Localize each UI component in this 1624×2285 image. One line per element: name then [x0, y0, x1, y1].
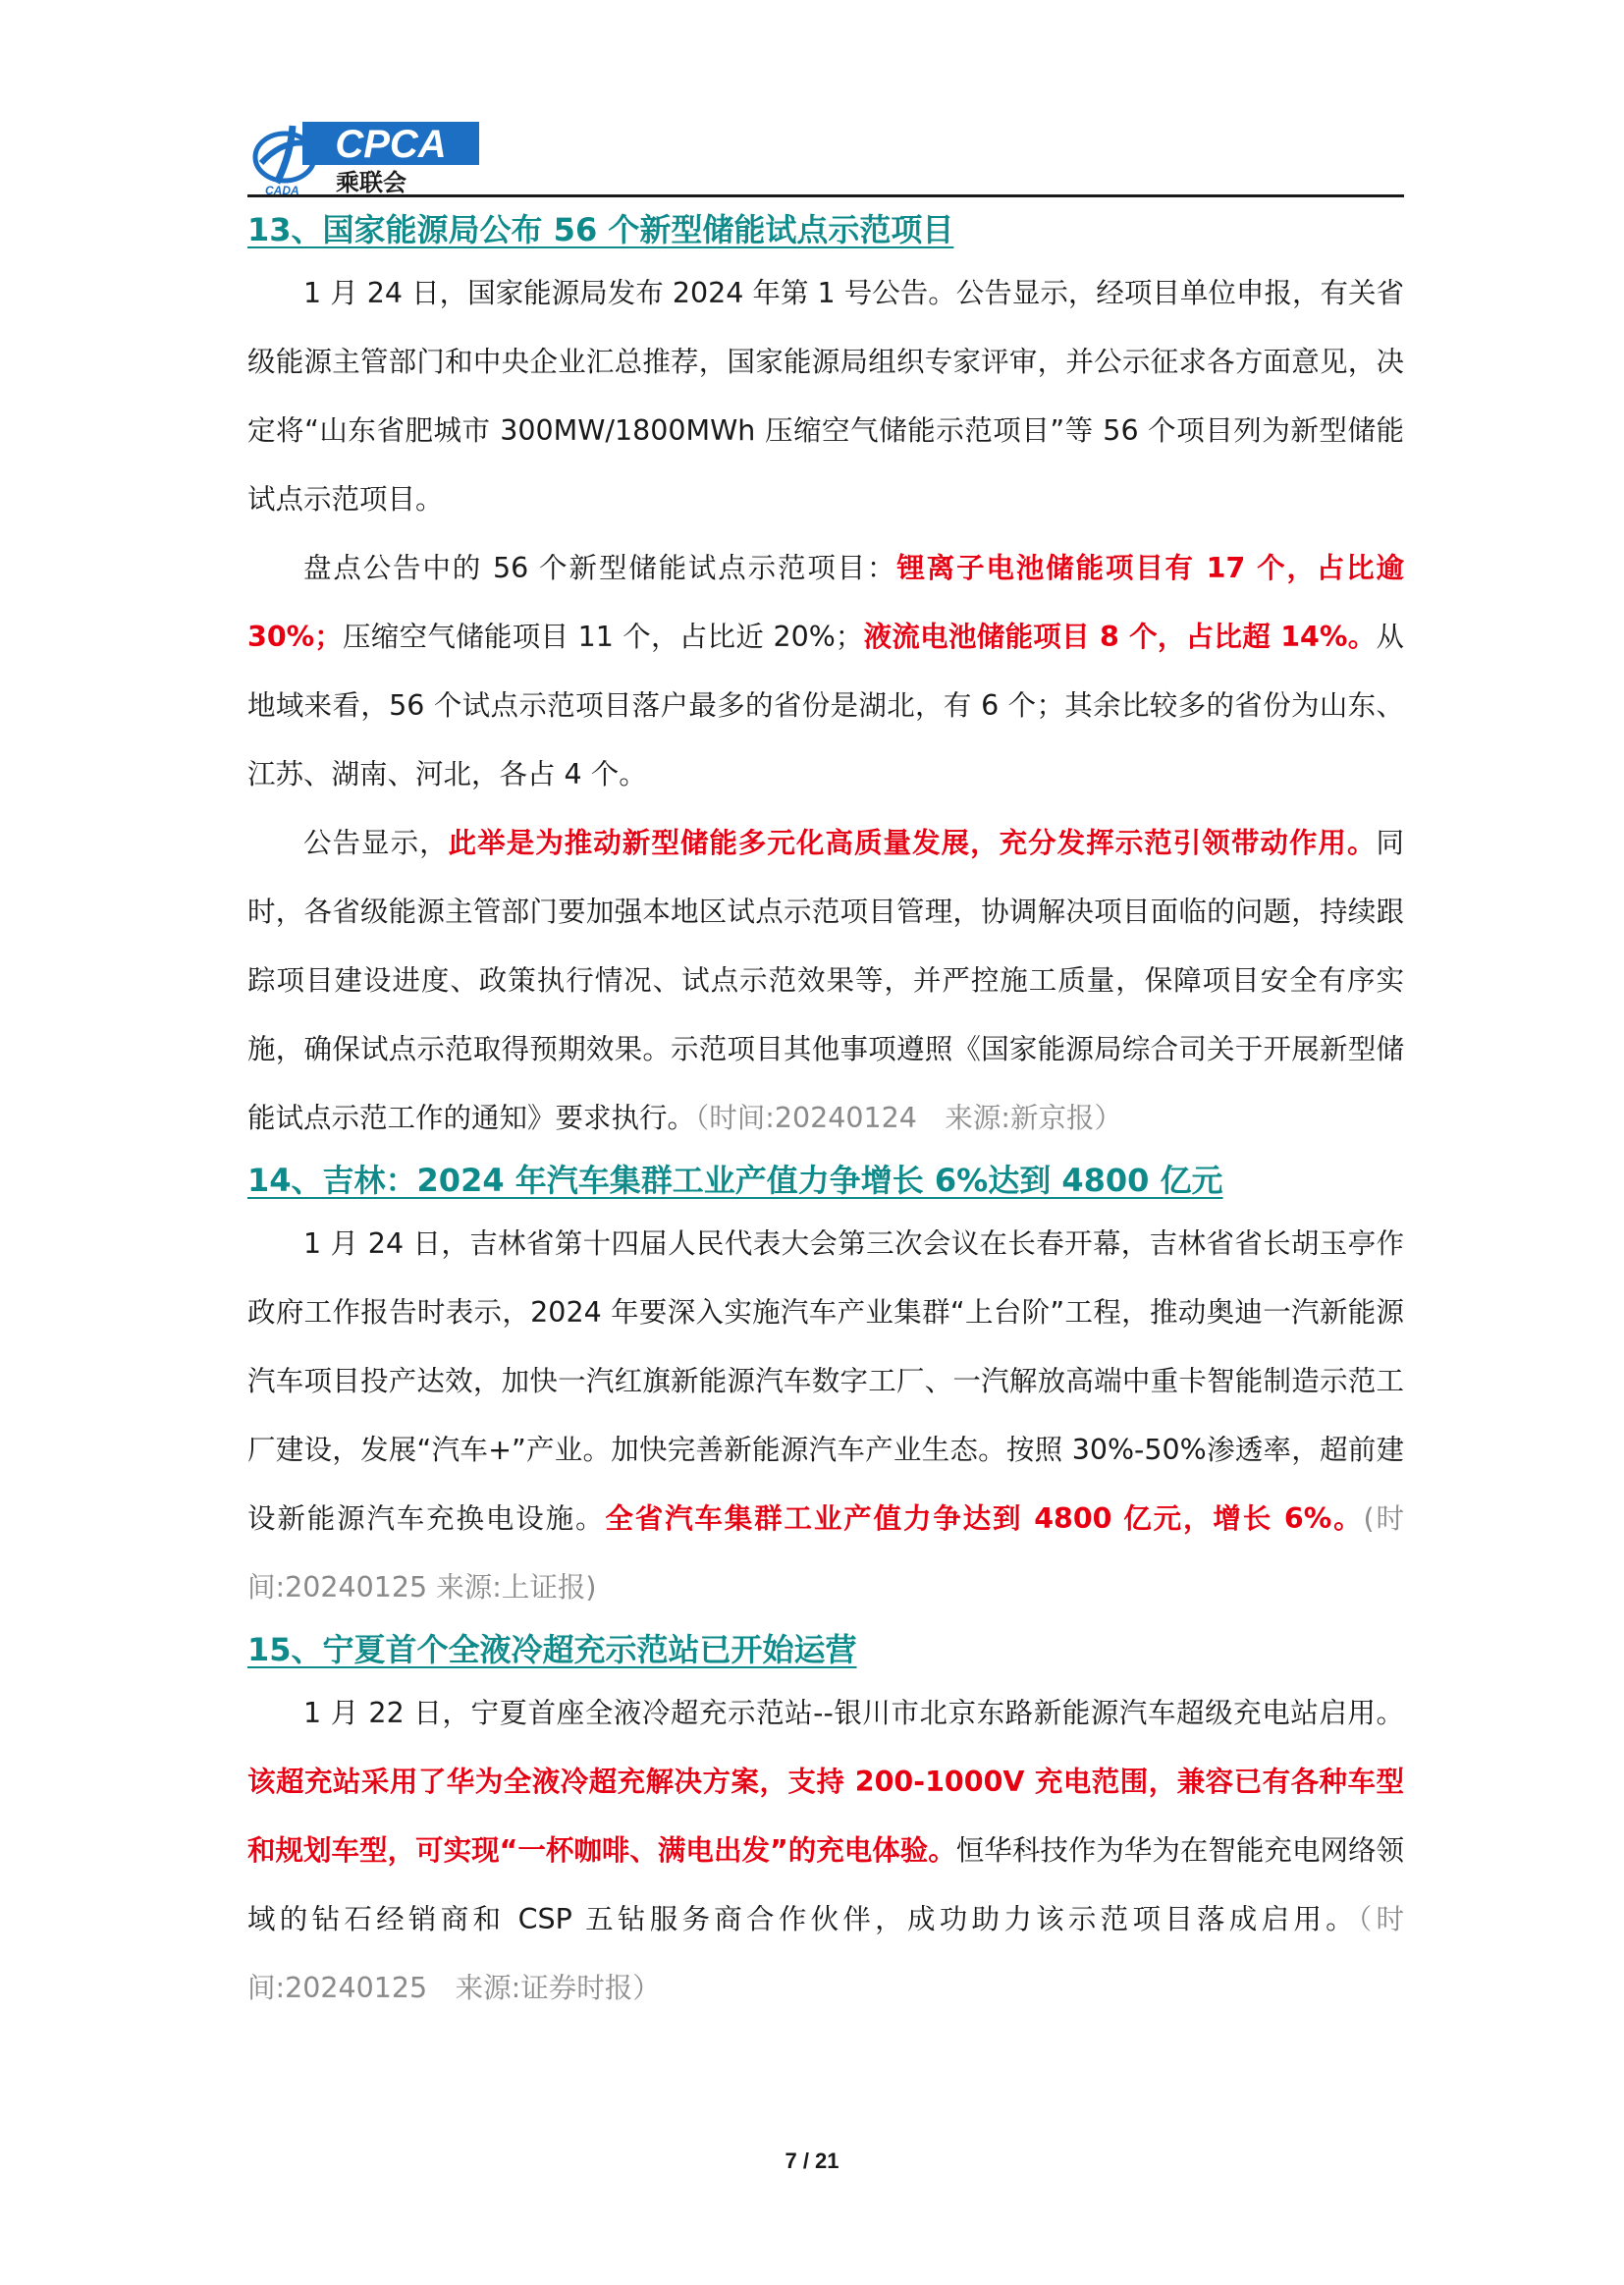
page-number: 7 / 21 [785, 2149, 839, 2173]
body-text: 从地域来看，56 个试点示范项目落户最多的省份是湖北，有 6 个；其余比较多的省份为山东、江苏、湖南、河北，各占 4 个。 [247, 621, 1404, 790]
source-note: (时间:20240125 来源:上证报) [247, 1502, 1404, 1604]
logo-subtext: 乘联会 [336, 169, 406, 196]
highlighted-text: 液流电池储能项目 8 个，占比超 14%。 [863, 621, 1377, 653]
header-rule [247, 194, 1404, 197]
highlighted-text: 全省汽车集群工业产值力争达到 4800 亿元，增长 6%。 [605, 1502, 1364, 1535]
paragraph [247, 809, 1404, 1153]
paragraph [247, 534, 1404, 809]
highlighted-text: 锂离子电池储能项目有 17 个，占比逾 30%； [247, 552, 1404, 653]
paragraph [247, 1210, 1404, 1622]
body-text: 压缩空气储能项目 11 个，占比近 20%； [342, 621, 864, 653]
highlighted-text: 此举是为推动新型储能多元化高质量发展，充分发挥示范引领带动作用。 [448, 827, 1377, 859]
logo-text: CPCA [335, 123, 447, 166]
section-title: 14、吉林：2024 年汽车集群工业产值力争增长 6%达到 4800 亿元 [247, 1162, 1223, 1199]
section-title: 15、宁夏首个全液冷超充示范站已开始运营 [247, 1631, 857, 1668]
body-text: 1 月 22 日，宁夏首座全液冷超充示范站--银川市北京东路新能源汽车超级充电站启用。 [303, 1697, 1404, 1729]
body-text: 盘点公告中的 56 个新型储能试点示范项目： [303, 552, 897, 584]
body-text: 1 月 24 日，吉林省第十四届人民代表大会第三次会议在长春开幕，吉林省省长胡玉亭作政府工作报告时表示，2024 年要深入实施汽车产业集群“上台阶”工程，推动奥迪一汽新能源汽车项目投产达效，加快一汽红旗新能源汽车数字工厂、一汽解放高端中重卡智能制造示范工厂建设，发展“汽车+”产业。加快完善新能源汽车产业生态。按照 30%-50%渗透率，超前建设新能源汽车充换电设施。 [247, 1227, 1404, 1535]
logo-small-text: CADA [265, 184, 299, 196]
section-title: 13、国家能源局公布 56 个新型储能试点示范项目 [247, 211, 954, 248]
paragraph [247, 259, 1404, 534]
body-text: 公告显示， [303, 827, 449, 859]
source-note: （时间:20240124 来源:新京报） [695, 1102, 1123, 1134]
body-text: 恒华科技作为华为在智能充电网络领域的钻石经销商和 CSP 五钻服务商合作伙伴，成功助力该示范项目落成启用。 [247, 1834, 1404, 1935]
body-text: 1 月 24 日，国家能源局发布 2024 年第 1 号公告。公告显示，经项目单位申报，有关省级能源主管部门和中央企业汇总推荐，国家能源局组织专家评审，并公示征求各方面意见，决定将“山东省肥城市 300MW/1800MWh 压缩空气储能示范项目”等 56 个项目列为新型储能试点示范项目。 [247, 277, 1404, 516]
source-note: （时间:20240125 来源:证券时报） [247, 1903, 1404, 2004]
document-body [247, 202, 1404, 2023]
highlighted-text: 该超充站采用了华为全液冷超充解决方案，支持 200-1000V 充电范围，兼容已有各种车型和规划车型，可实现“一杯咖啡、满电出发”的充电体验。 [247, 1766, 1404, 1867]
page-header [247, 116, 1404, 200]
body-text: 同时，各省级能源主管部门要加强本地区试点示范项目管理，协调解决项目面临的问题，持续跟踪项目建设进度、政策执行情况、试点示范效果等，并严控施工质量，保障项目安全有序实施，确保试点示范取得预期效果。示范项目其他事项遵照《国家能源局综合司关于开展新型储能试点示范工作的通知》要求执行。 [247, 827, 1404, 1134]
cpca-logo [247, 116, 483, 196]
paragraph [247, 1679, 1404, 2023]
